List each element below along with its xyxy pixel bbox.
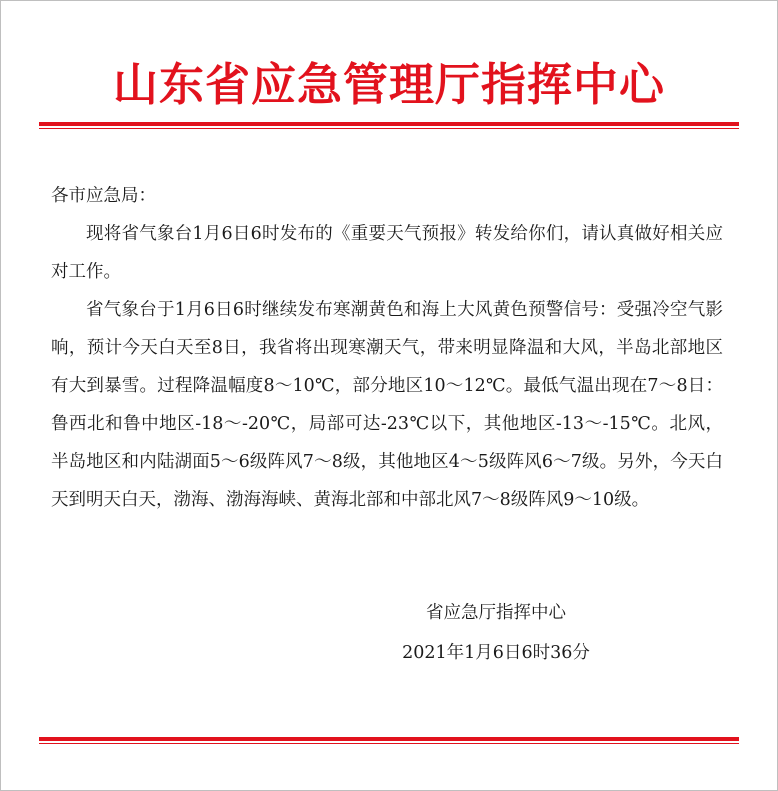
signature-block — [301, 593, 691, 673]
document-body — [51, 177, 723, 519]
salutation: 各市应急局： — [51, 186, 156, 206]
top-red-rule — [39, 122, 739, 129]
body-paragraph: 现将省气象台1月6日6时发布的《重要天气预报》转发给你们，请认真做好相关应对工作。 — [51, 224, 723, 282]
signature-date: 2021年1月6日6时36分 — [402, 643, 590, 663]
body-paragraph: 省气象台于1月6日6时继续发布寒潮黄色和海上大风黄色预警信号：受强冷空气影响，预计今天白天至8日，我省将出现寒潮天气，带来明显降温和大风，半岛北部地区有大到暴雪。过程降温幅度8～10℃，部分地区10～12℃。最低气温出现在7～8日：鲁西北和鲁中地区-18～-20℃，局部可达-23℃以下，其他地区-13～-15℃。北风，半岛地区和内陆湖面5～6级阵风7～8级，其他地区4～5级阵风6～7级。另外，今天白天到明天白天，渤海、渤海海峡、黄海北部和中部北风7～8级阵风9～10级。 — [51, 300, 723, 510]
document-title: 山东省应急管理厅指挥中心 — [112, 58, 665, 111]
signature-organization: 省应急厅指挥中心 — [426, 603, 566, 623]
bottom-red-rule — [39, 737, 739, 744]
